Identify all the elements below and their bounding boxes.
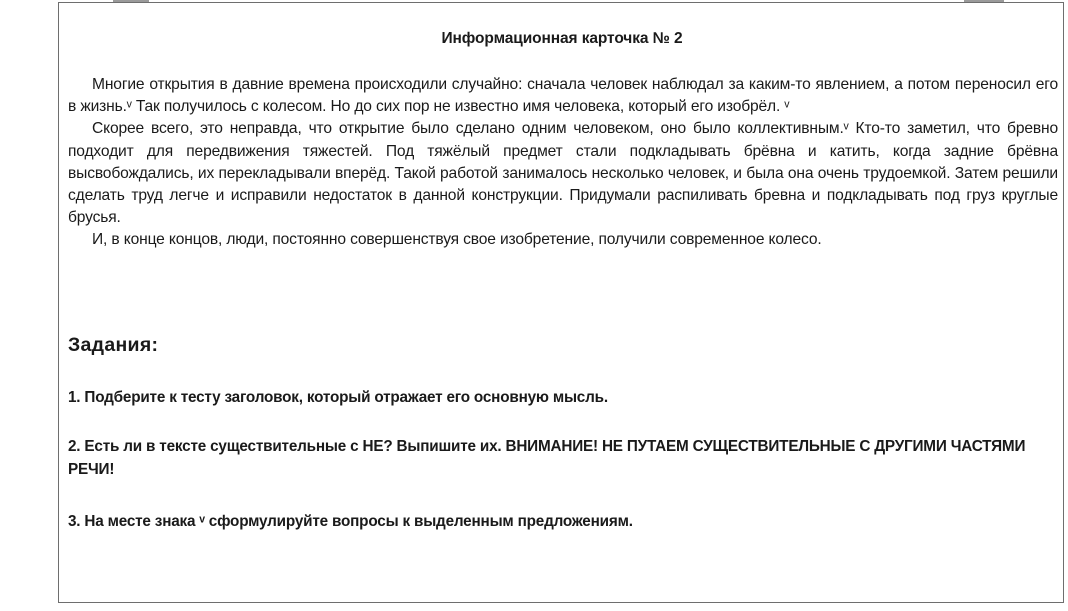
- info-card: [58, 2, 1064, 603]
- card-title: Информационная карточка № 2: [441, 30, 683, 47]
- task-3: 3. На месте знака ᵛ сформулируйте вопросы к выделенным предложениям.: [68, 513, 633, 530]
- paragraph-1: Многие открытия в давние времена происходили случайно: сначала человек наблюдал за каким-то явлением, а потом переносил его в жизнь.ᵛ Так получилось с колесом. Но до сих пор не известно имя человека, который его изобрёл. ᵛ: [68, 76, 1058, 116]
- paragraph-2: Скорее всего, это неправда, что открытие было сделано одним человеком, оно было коллективным.ᵛ Кто-то заметил, что бревно подходит для передвижения тяжестей. Под тяжёлый предмет стали подкладывать брёвна и катить, когда задние брёвна высвобождались, их перекладывали вперёд. Такой работой занималось несколько человек, и была она очень трудоемкой. Затем решили сделать труд легче и исправили недостаток в данной конструкции. Придумали распиливать бревна и подкладывать под груз круглые брусья.: [68, 120, 1058, 227]
- task-2: 2. Есть ли в тексте существительные с НЕ? Выпишите их. ВНИМАНИЕ! НЕ ПУТАЕМ СУЩЕСТВИТЕЛЬНЫЕ С ДРУГИМИ ЧАСТЯМИ РЕЧИ!: [68, 438, 1026, 478]
- tasks-heading: Задания:: [68, 334, 159, 356]
- task-1: 1. Подберите к тесту заголовок, который отражает его основную мысль.: [68, 389, 608, 406]
- paragraph-3: И, в конце концов, люди, постоянно совершенствуя свое изобретение, получили современное колесо.: [92, 231, 822, 249]
- card-body-text: [68, 74, 1058, 252]
